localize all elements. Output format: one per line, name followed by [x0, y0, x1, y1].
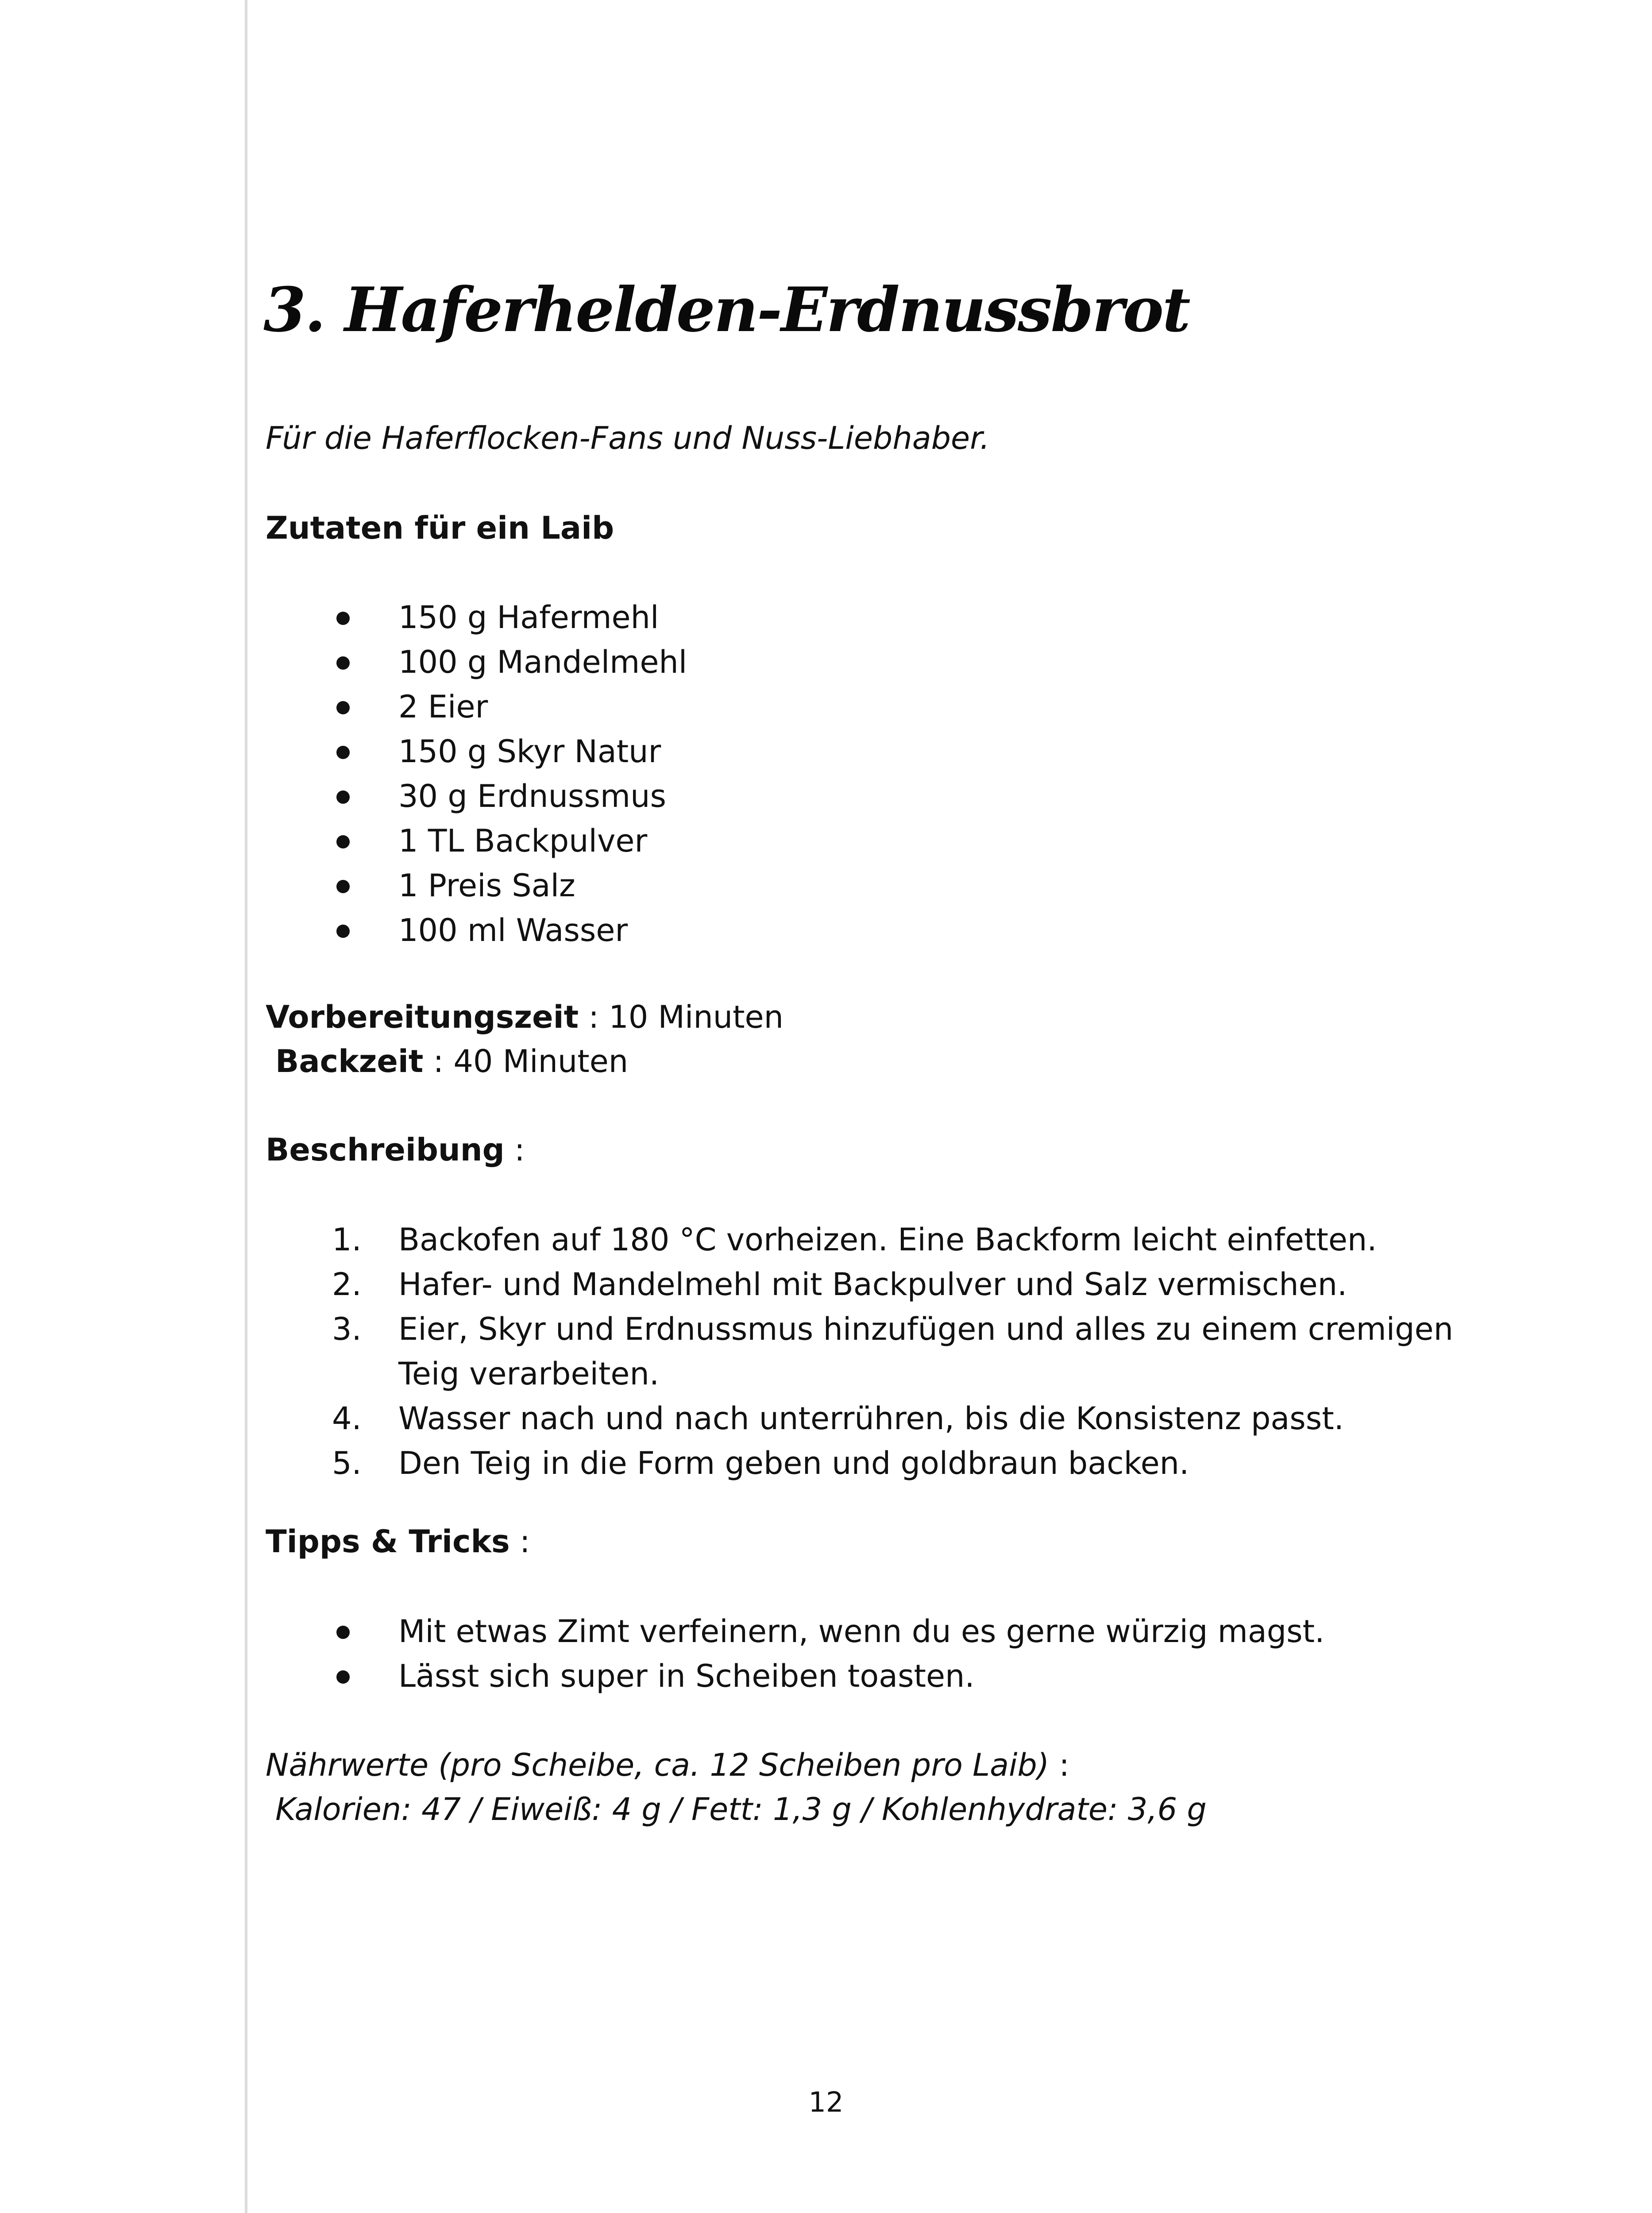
prep-time-label: Vorbereitungszeit [266, 999, 579, 1035]
step-number: 3. [332, 1311, 362, 1347]
bullet-icon [336, 790, 350, 804]
step-text: Eier, Skyr und Erdnussmus hinzufügen und alles zu einem cremigen [398, 1311, 1453, 1347]
recipe-subtitle: Für die Haferflocken-Fans und Nuss-Liebhaber. [266, 420, 990, 456]
step-text: Den Teig in die Form geben und goldbraun backen. [398, 1445, 1189, 1481]
step-item-continuation [266, 1352, 1453, 1396]
description-heading-line: Beschreibung : [266, 1132, 525, 1168]
step-item [266, 1218, 1453, 1262]
ingredients-heading: Zutaten für ein Laib [266, 510, 614, 546]
bullet-icon [336, 746, 350, 759]
ingredient-item: 100 ml Wasser [266, 908, 687, 953]
ingredient-item: 1 TL Backpulver [266, 819, 687, 864]
page-number: 12 [808, 2086, 844, 2118]
step-number: 5. [332, 1445, 362, 1481]
tips-heading: Tipps & Tricks [266, 1523, 510, 1560]
nutrition-heading-line: Nährwerte (pro Scheibe, ca. 12 Scheiben pro Laib) : [266, 1747, 1070, 1783]
bullet-icon [336, 701, 350, 714]
prep-time-value: : 10 Minuten [579, 999, 784, 1035]
description-heading: Beschreibung [266, 1132, 505, 1168]
bullet-icon [336, 835, 350, 848]
step-item [266, 1396, 1453, 1441]
step-item [266, 1307, 1453, 1352]
step-number: 1. [332, 1222, 362, 1258]
tip-item: Lässt sich super in Scheiben toasten. [266, 1654, 1324, 1699]
step-text: Wasser nach und nach unterrühren, bis die Konsistenz passt. [398, 1400, 1344, 1437]
tip-item: Mit etwas Zimt verfeinern, wenn du es gerne würzig magst. [266, 1609, 1324, 1654]
recipe-title: 3. Haferhelden-Erdnussbrot [263, 274, 1189, 346]
step-number: 4. [332, 1400, 362, 1437]
bullet-icon [336, 1670, 350, 1684]
step-text: Teig verarbeiten. [398, 1356, 660, 1392]
ingredient-item: 100 g Mandelmehl [266, 640, 687, 685]
step-number: 2. [332, 1266, 362, 1303]
ingredient-item: 1 Preis Salz [266, 864, 687, 908]
steps-list [266, 1218, 1453, 1486]
bullet-icon [336, 656, 350, 670]
bullet-icon [336, 880, 350, 893]
bullet-icon [336, 925, 350, 938]
nutrition-values: Kalorien: 47 / Eiweiß: 4 g / Fett: 1,3 g / Kohlenhydrate: 3,6 g [275, 1791, 1207, 1827]
bullet-icon [336, 1626, 350, 1639]
ingredient-item: 150 g Skyr Natur [266, 729, 687, 774]
tips-heading-line: Tipps & Tricks : [266, 1523, 530, 1560]
step-item [266, 1441, 1453, 1486]
prep-time-line [266, 995, 784, 1039]
page-margin-rule [245, 0, 247, 2213]
tips-list [266, 1609, 1324, 1699]
ingredient-item: 150 g Hafermehl [266, 595, 687, 640]
bake-time-line [275, 1039, 628, 1083]
ingredient-item: 2 Eier [266, 685, 687, 729]
bake-time-label: Backzeit [275, 1043, 424, 1080]
step-item [266, 1262, 1453, 1307]
ingredients-list [266, 595, 687, 953]
bullet-icon [336, 612, 350, 625]
step-text: Backofen auf 180 °C vorheizen. Eine Backform leicht einfetten. [398, 1222, 1377, 1258]
nutrition-heading: Nährwerte (pro Scheibe, ca. 12 Scheiben pro Laib) [266, 1747, 1050, 1783]
ingredient-item: 30 g Erdnussmus [266, 774, 687, 819]
bake-time-value: : 40 Minuten [423, 1043, 629, 1080]
step-text: Hafer- und Mandelmehl mit Backpulver und Salz vermischen. [398, 1266, 1347, 1303]
